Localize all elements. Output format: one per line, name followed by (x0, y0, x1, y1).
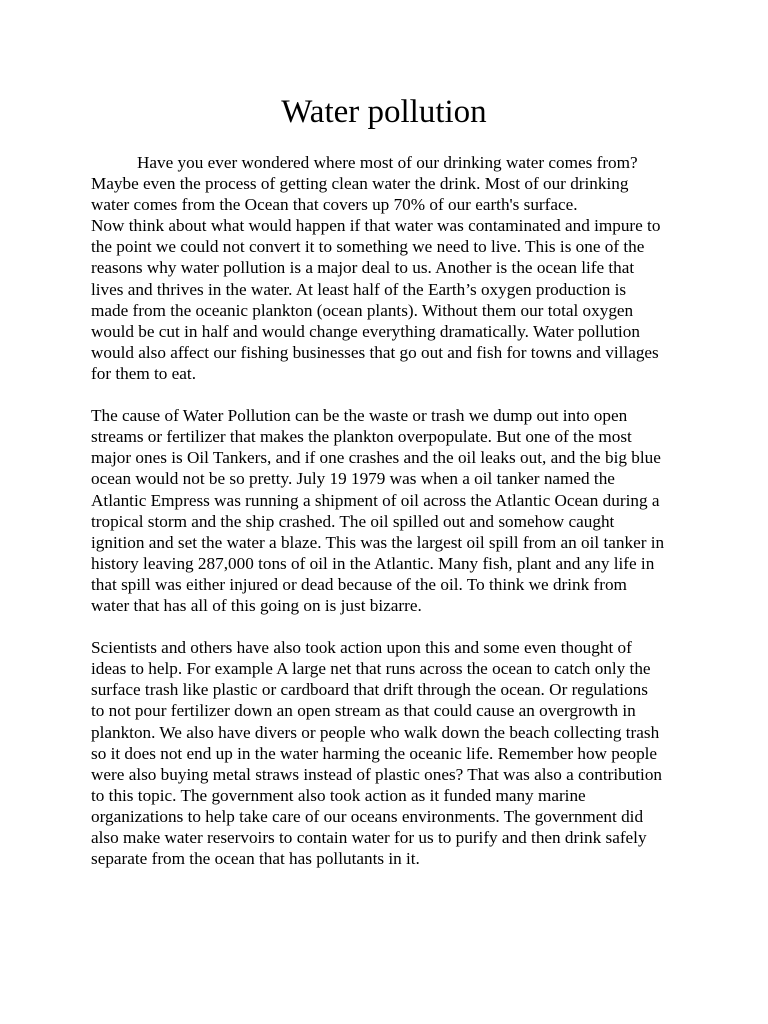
paragraph-3 (91, 405, 681, 616)
text-line: water that has all of this going on is just bizarre. (91, 595, 422, 615)
text-line: would be cut in half and would change everything dramatically. Water pollution (91, 321, 640, 341)
paragraph-4 (91, 637, 681, 869)
text-line: Now think about what would happen if that water was contaminated and impure to (91, 216, 661, 236)
text-line: made from the oceanic plankton (ocean plants). Without them our total oxygen (91, 300, 634, 320)
text-line: streams or fertilizer that makes the plankton overpopulate. But one of the most (91, 427, 632, 447)
text-line: water comes from the Ocean that covers up 70% of our earth's surface. (91, 195, 578, 215)
text-line: Atlantic Empress was running a shipment of oil across the Atlantic Ocean during a (91, 490, 660, 510)
text-line: reasons why water pollution is a major deal to us. Another is the ocean life that (91, 258, 635, 278)
text-line: major ones is Oil Tankers, and if one crashes and the oil leaks out, and the big blue (91, 448, 661, 468)
text-line: Have you ever wondered where most of our drinking water comes from? (137, 153, 638, 172)
text-line: organizations to help take care of our oceans environments. The government did (91, 806, 644, 826)
text-line: ocean would not be so pretty. July 19 1979 was when a oil tanker named the (91, 469, 615, 489)
text-line: lives and thrives in the water. At least half of the Earth’s oxygen production is (91, 279, 627, 299)
text-line: plankton. We also have divers or people who walk down the beach collecting trash (91, 722, 660, 742)
text-line: history leaving 287,000 tons of oil in the Atlantic. Many fish, plant and any life in (91, 553, 655, 573)
text-line: ignition and set the water a blaze. This was the largest oil spill from an oil tanker in (91, 532, 665, 552)
text-line: would also affect our fishing businesses that go out and fish for towns and villages (91, 342, 659, 362)
document-body (91, 152, 681, 869)
text-line: to not pour fertilizer down an open stream as that could cause an overgrowth in (91, 701, 636, 721)
text-line: for them to eat. (91, 363, 196, 383)
document-title: Water pollution (281, 94, 487, 130)
text-line: to this topic. The government also took action as it funded many marine (91, 785, 586, 805)
text-line: the point we could not convert it to something we need to live. This is one of the (91, 237, 645, 257)
text-line: The cause of Water Pollution can be the waste or trash we dump out into open (91, 406, 628, 426)
text-line: separate from the ocean that has pollutants in it. (91, 849, 420, 869)
text-line: also make water reservoirs to contain water for us to purify and then drink safely (91, 828, 647, 847)
text-line: so it does not end up in the water harming the oceanic life. Remember how people (91, 743, 658, 763)
text-line: ideas to help. For example A large net that runs across the ocean to catch only the (91, 659, 651, 679)
text-line: Scientists and others have also took action upon this and some even thought of (91, 638, 632, 658)
paragraph-2 (91, 215, 681, 384)
text-line: were also buying metal straws instead of plastic ones? That was also a contribution (91, 764, 663, 784)
text-line: surface trash like plastic or cardboard that drift through the ocean. Or regulations (91, 680, 648, 700)
text-line: that spill was either injured or dead because of the oil. To think we drink from (91, 574, 627, 594)
paragraph-gap (91, 384, 681, 405)
paragraph-1 (91, 152, 681, 215)
paragraph-gap (91, 616, 681, 637)
text-line: tropical storm and the ship crashed. The oil spilled out and somehow caught (91, 511, 615, 531)
text-line: Maybe even the process of getting clean water the drink. Most of our drinking (91, 174, 629, 194)
